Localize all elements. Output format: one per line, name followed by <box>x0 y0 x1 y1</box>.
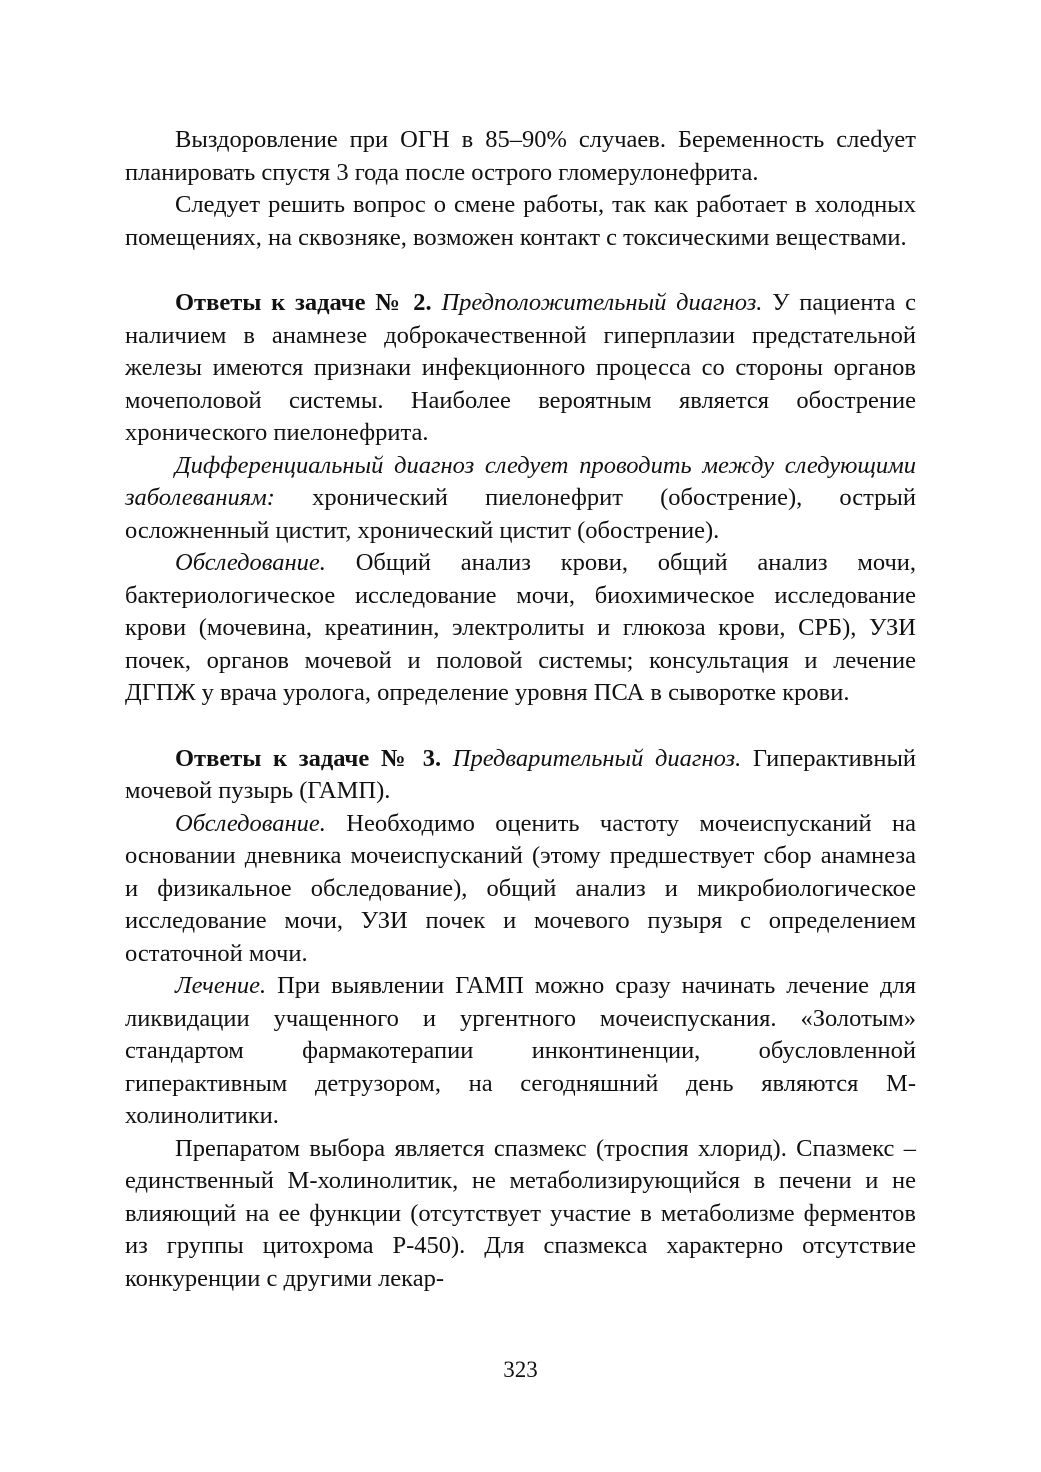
task3-treatment-label: Лечение. <box>175 972 267 999</box>
task3-exam-text: Необходимо оценить частоту мочеиспусканий на основании дневника мочеиспусканий (этому предшествует сбор анамнеза и физикальное обследование), общий анализ и микробиологическое исследование мочи, УЗИ почек и мочевого пузыря с определением остаточной мочи. <box>125 809 916 967</box>
task3-treatment-text: При выявлении ГАМП можно сразу начинать лечение для ликвидации учащенного и ургентного мочеиспускания. «Золотым» стандартом фармакотерапии инконтиненции, обусловленной гиперактивным детрузором, на сегодняшний день являются М-холинолитики. <box>125 972 916 1129</box>
task2-differential-label: Дифференциальный диагноз следует проводить между следующими заболеваниям: <box>125 451 916 511</box>
task2-differential-text: хронический пиелонефрит (обострение), острый осложненный цистит, хронический цистит (обострение). <box>125 484 916 544</box>
task2-exam-paragraph <box>125 547 916 710</box>
page-number: 323 <box>503 1357 538 1382</box>
task2-exam-label: Обследование. <box>175 549 326 576</box>
task2-diagnosis-label: Предположительный диагноз. <box>441 289 763 316</box>
task3-heading: Ответы к задаче № 3. <box>175 744 442 772</box>
task2-heading: Ответы к задаче № 2. <box>175 289 432 316</box>
paragraph-work-change: Следует решить вопрос о смене работы, так как работает в холодных помещениях, на сквозняке, возможен контакт с токсическими веществами. <box>125 191 916 251</box>
page-body <box>125 124 916 1295</box>
section-gap <box>125 710 916 743</box>
task3-diagnosis-paragraph <box>125 743 916 808</box>
task2-exam-text: Общий анализ крови, общий анализ мочи, бактериологическое исследование мочи, биохимическое исследование крови (мочевина, креатинин, электролиты и глюкоза крови, СРБ), УЗИ почек, органов мочевой и половой системы; консультация и лечение ДГПЖ у врача уролога, определение уровня ПСА в сыворотке крови. <box>125 549 917 706</box>
task3-exam-paragraph <box>125 808 916 971</box>
task3-exam-label: Обследование. <box>175 809 326 837</box>
task2-diagnosis-paragraph <box>125 287 916 450</box>
paragraph-recovery: Выздоровление при ОГН в 85–90% случаев. Беременность слеdует планировать спустя 3 года после острого гломерулонефрита. <box>125 126 916 186</box>
section-gap <box>125 254 916 287</box>
task3-diagnosis-text: Гиперактивный мочевой пузырь (ГАМП). <box>125 744 917 804</box>
task3-diagnosis-label: Предварительный диагноз. <box>452 744 742 772</box>
task3-drug-paragraph: Препаратом выбора является спазмекс (троспия хлорид). Спазмекс – единственный М-холинолитик, не метаболизирующийся в печени и не влияющий на ее функции (отсутствует участие в метаболизме ферментов из группы цитохрома Р-450). Для спазмекса характерно отсутствие конкуренции с другими лекар- <box>125 1134 916 1292</box>
task2-differential-paragraph <box>125 450 916 548</box>
task2-diagnosis-text: У пациента с наличием в анамнезе доброкачественной гиперплазии предстательной железы имеются признаки инфекционного процесса со стороны органов мочеполовой системы. Наиболее вероятным является обострение хронического пиелонефрита. <box>125 289 917 446</box>
task3-treatment-paragraph <box>125 970 916 1133</box>
